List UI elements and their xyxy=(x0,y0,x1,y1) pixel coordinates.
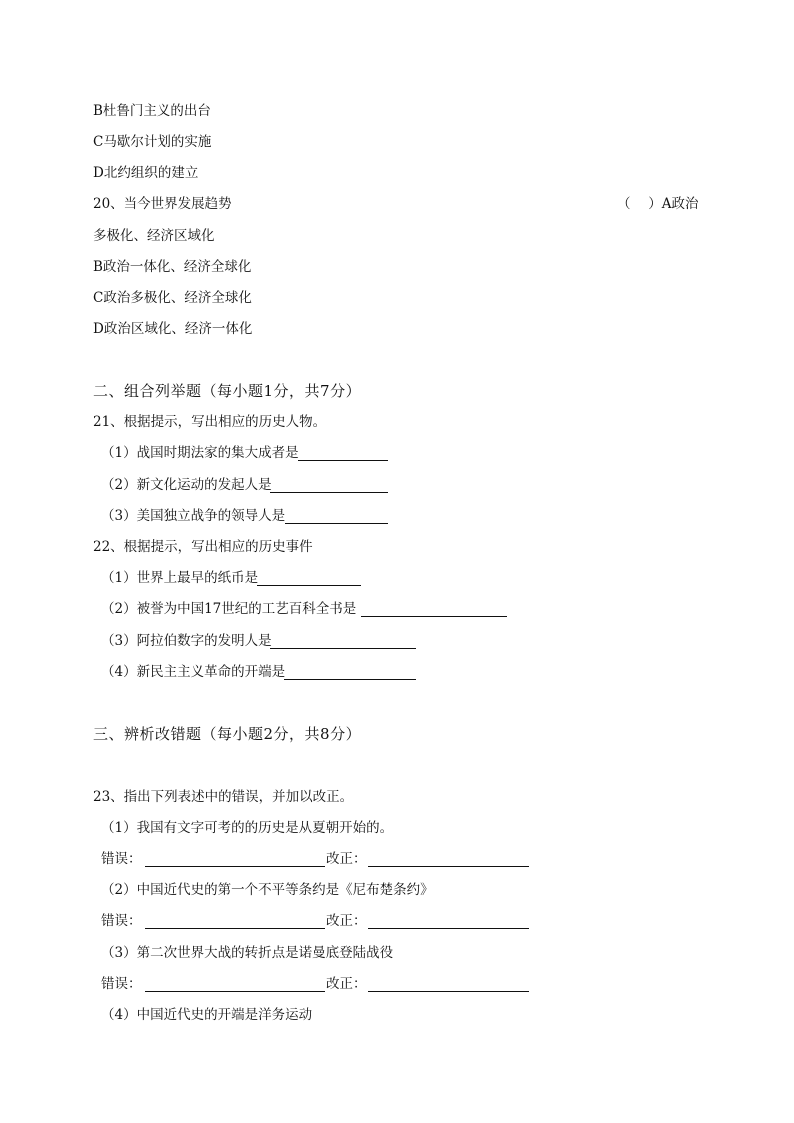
q20-option-b: B政治一体化、经济全球化 xyxy=(93,259,252,275)
q23-stem: 23、指出下列表述中的错误，并加以改正。 xyxy=(93,789,354,805)
q23-item-2-error-line[interactable] xyxy=(145,928,325,929)
q20-option-a-continued: 多极化、经济区域化 xyxy=(93,228,215,244)
q23-item-2: （2）中国近代史的第一个不平等条约是《尼布楚条约》 xyxy=(101,882,434,898)
q23-item-3-correct-line[interactable] xyxy=(368,991,529,992)
q20-stem: 20、当今世界发展趋势 xyxy=(93,196,232,212)
q21-item-2: （2）新文化运动的发起人是 xyxy=(101,477,272,493)
q23-item-1-correct-line[interactable] xyxy=(368,866,529,867)
q19-option-d: D北约组织的建立 xyxy=(93,165,199,181)
q21-item-3-answer-line[interactable] xyxy=(285,523,388,524)
q21-item-1: （1）战国时期法家的集大成者是 xyxy=(101,445,299,461)
q22-item-1-answer-line[interactable] xyxy=(257,585,361,586)
q23-item-3-error-label: 错误： xyxy=(101,976,142,992)
q23-item-2-error-label: 错误： xyxy=(101,913,142,929)
q22-stem: 22、根据提示，写出相应的历史事件 xyxy=(93,539,313,555)
q22-item-3: （3）阿拉伯数字的发明人是 xyxy=(101,633,272,649)
q23-item-1: （1）我国有文字可考的的历史是从夏朝开始的。 xyxy=(101,820,394,836)
q23-item-2-correct-line[interactable] xyxy=(368,928,529,929)
q19-option-b: B杜鲁门主义的出台 xyxy=(93,103,211,119)
q20-bracket-option-a: （ ）A政治 xyxy=(617,196,699,212)
q21-item-1-answer-line[interactable] xyxy=(298,460,388,461)
section2-heading: 二、组合列举题（每小题1分，共7分） xyxy=(93,382,362,400)
q22-item-2-answer-line[interactable] xyxy=(361,616,507,617)
q20-option-d: D政治区域化、经济一体化 xyxy=(93,321,253,337)
q23-item-1-correct-label: 改正： xyxy=(326,851,367,867)
q21-item-3: （3）美国独立战争的领导人是 xyxy=(101,508,286,524)
q22-item-4-answer-line[interactable] xyxy=(284,679,416,680)
q22-item-2: （2）被誉为中国17世纪的工艺百科全书是 xyxy=(101,601,357,617)
q21-item-2-answer-line[interactable] xyxy=(270,492,388,493)
q20-option-c: C政治多极化、经济全球化 xyxy=(93,290,252,306)
q22-item-1: （1）世界上最早的纸币是 xyxy=(101,570,259,586)
q23-item-2-correct-label: 改正： xyxy=(326,913,367,929)
q23-item-3-error-line[interactable] xyxy=(145,991,325,992)
q23-item-1-error-line[interactable] xyxy=(145,866,325,867)
section3-heading: 三、辨析改错题（每小题2分，共8分） xyxy=(93,725,362,743)
q21-stem: 21、根据提示，写出相应的历史人物。 xyxy=(93,414,327,430)
q23-item-3: （3）第二次世界大战的转折点是诺曼底登陆战役 xyxy=(101,945,394,961)
q23-item-3-correct-label: 改正： xyxy=(326,976,367,992)
q23-item-1-error-label: 错误： xyxy=(101,851,142,867)
q22-item-4: （4）新民主主义革命的开端是 xyxy=(101,664,286,680)
q19-option-c: C马歇尔计划的实施 xyxy=(93,134,212,150)
q22-item-3-answer-line[interactable] xyxy=(270,648,416,649)
q23-item-4: （4）中国近代史的开端是洋务运动 xyxy=(101,1007,313,1023)
